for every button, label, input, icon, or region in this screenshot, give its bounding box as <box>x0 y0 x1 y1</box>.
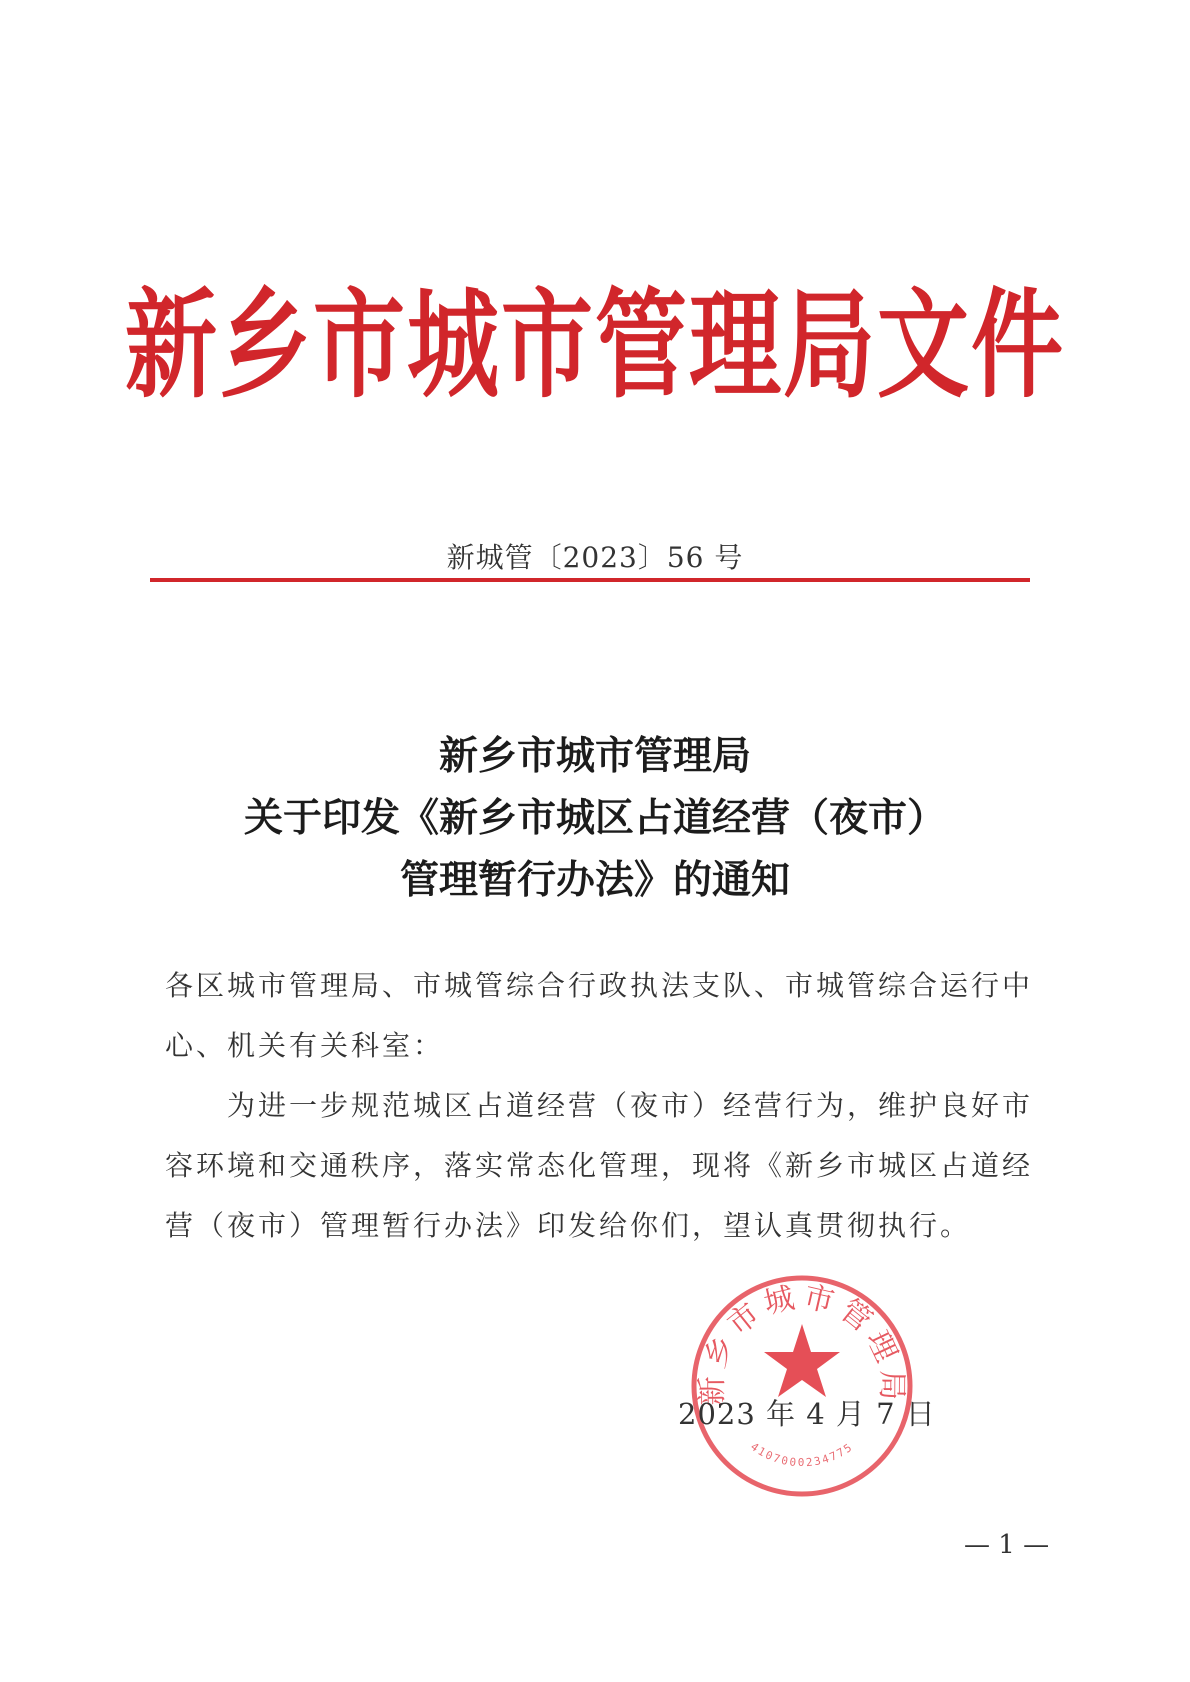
title-line-1: 新乡市城市管理局 <box>438 734 751 779</box>
document-masthead: 新乡市城市管理局文件 <box>124 276 1065 415</box>
body-paragraph: 为进一步规范城区占道经营（夜市）经营行为，维护良好市容环境和交通秩序，落实常态化管理，现将《新乡市城区占道经营（夜市）管理暂行办法》印发给你们，望认真贯彻执行。 <box>165 1089 1034 1242</box>
red-divider-line <box>150 578 1030 582</box>
official-seal <box>682 1268 922 1504</box>
seal-code-path: 4107000234775 <box>748 1440 856 1470</box>
document-number: 新城管〔2023〕56 号 <box>446 541 744 574</box>
title-line-2: 关于印发《新乡市城区占道经营（夜市） <box>243 796 946 841</box>
title-line-3: 管理暂行办法》的通知 <box>399 858 790 903</box>
star-icon <box>764 1324 840 1397</box>
seal-text-path: 新乡市城市管理局 <box>694 1279 910 1407</box>
seal-code <box>748 1440 856 1469</box>
page-number: — 1 — <box>964 1530 1050 1560</box>
issue-date: 2023 年 4 月 7 日 <box>678 1397 936 1431</box>
addressee: 各区城市管理局、市城管综合行政执法支队、市城管综合运行中心、机关有关科室： <box>165 969 1034 1062</box>
